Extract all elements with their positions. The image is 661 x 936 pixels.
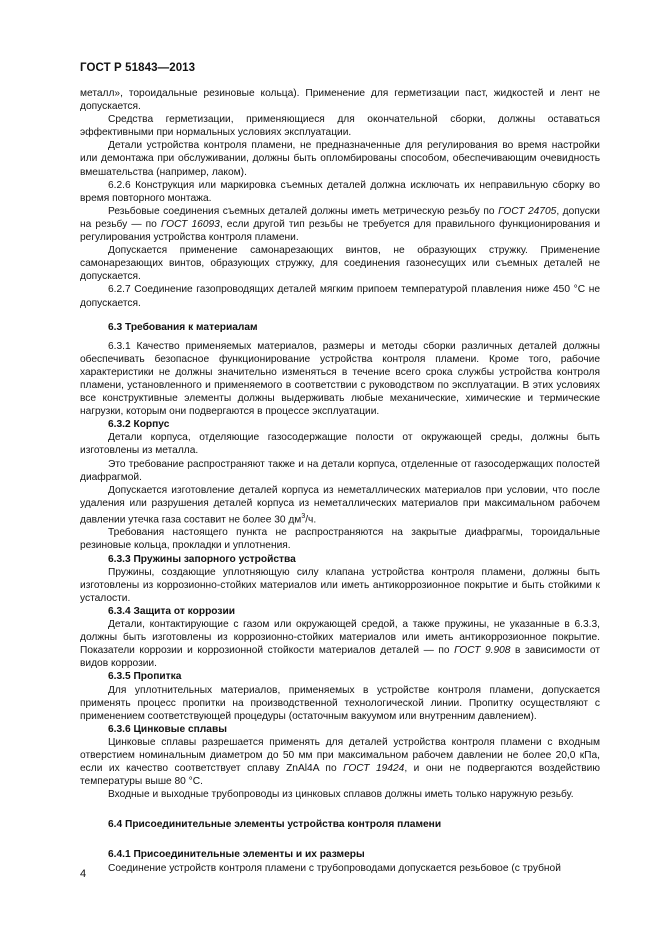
paragraph-6-3-1: 6.3.1 Качество применяемых материалов, размеры и методы сборки различных деталей должны обеспечивать безопасное функционирование устройства контроля пламени. Кроме того, рабочие характеристики не должны значительно изменяться в течение всего срока службы устройства контроля пламени, установленного и применяемого в соответствии с руководством по эксплуатации. В этих условиях все конструктивные элементы должны выдерживать любые механические, химические и термические нагрузки, которым они подвергаются в процессе эксплуатации. (80, 340, 600, 418)
heading-6-4: 6.4 Присоединительные элементы устройства контроля пламени (108, 819, 442, 831)
heading-6-4-1: 6.4.1 Присоединительные элементы и их размеры (108, 849, 365, 861)
gost-16093-ref: ГОСТ 16093 (160, 218, 220, 230)
paragraph-6-3-6-c: Входные и выходные трубопроводы из цинковых сплавов должны иметь только наружную резьбу. (108, 789, 574, 801)
heading-6-3: 6.3 Требования к материалам (108, 321, 258, 333)
paragraph-thread: Резьбовые соединения съемных деталей должны иметь метрическую резьбу по ГОСТ 24705, допуски на резьбу — по ГОСТ 16093, если другой тип резьбы не требуется для правильного функционирования и регулирования устройства контроля пламени. (80, 205, 601, 244)
heading-6-3-2: 6.3.2 Корпус (108, 419, 170, 431)
paragraph-6-3-2-d: Требования настоящего пункта не распространяются на закрытые диафрагмы, тороидальные резиновые кольца, прокладки и уплотнения. (80, 527, 600, 552)
paragraph-continuation: металл», тороидальные резиновые кольца). Применение для герметизации паст, жидкостей и лент не допускается. (80, 88, 600, 113)
paragraph-sealing: Средства герметизации, применяющиеся для окончательной сборки, должны оставаться эффективными при нормальных условиях эксплуатации. (80, 114, 600, 139)
paragraph-6-4-1: Соединение устройств контроля пламени с трубопроводами допускается резьбовое (с трубной (108, 862, 561, 874)
paragraph-sealed-parts: Детали устройства контроля пламени, не предназначенные для регулирования во время настройки или демонтажа при обслуживании, должны быть опломбированы способом, обеспечивающим очевидность вмешательства (например, лаком). (80, 140, 600, 178)
document-body (80, 87, 600, 875)
paragraph-6-3-6-a: Цинковые сплавы разрешается применять для деталей устройства контроля пламени с входным отверстием номинальным диаметром до 50 мм при максимальном рабочем давлении не более 20,0 кПа, если их качество соответствует сплаву ZnAl4A по ГОСТ 19424, и они не подвергаются воздействию температуры выше 80 °С. (80, 736, 600, 788)
heading-6-3-5: 6.3.5 Пропитка (108, 671, 182, 683)
paragraph-6-3-4: Детали, контактирующие с газом или окружающей средой, а также пружины, не указанные в 6.3.3, должны быть изготовлены из коррозионно-стойких материалов или иметь антикоррозионное покрытие. Показатели коррозии и коррозионной стойкости материалов деталей — по ГОСТ 9.908 в зависимости от видов коррозии. (80, 619, 600, 670)
paragraph-screws: Допускается применение самонарезающих винтов, не образующих стружку. Применение самонарезающих винтов, образующих стружку, для соединения газонесущих или съемных деталей не допускается. (80, 245, 600, 283)
heading-6-3-3: 6.3.3 Пружины запорного устройства (108, 553, 296, 565)
heading-6-3-6: 6.3.6 Цинковые сплавы (108, 723, 227, 735)
paragraph-6-3-2-a: Детали корпуса, отделяющие газосодержащие полости от окружающей среды, должны быть изготовлены из металла. (80, 432, 600, 457)
paragraph-6-3-5: Для уплотнительных материалов, применяемых в устройстве контроля пламени, допускается применять процесс пропитки на производственной технологической линии. Пропитку осуществляют с применением соответствующей процедуры (остаточным вакуумом или внутренним давлением). (80, 684, 600, 722)
paragraph-6-2-6: 6.2.6 Конструкция или маркировка съемных деталей должна исключать их неправильную сборку во время повторного монтажа. (80, 179, 600, 204)
document-code: ГОСТ Р 51843—2013 (80, 62, 196, 74)
gost-19424-ref: ГОСТ 19424 (343, 763, 405, 775)
gost-9-908-ref: ГОСТ 9.908 (454, 645, 511, 657)
paragraph-6-3-3: Пружины, создающие уплотняющую силу клапана устройства контроля пламени, должны быть изготовлены из коррозионно-стойких материалов или иметь антикоррозионное покрытие и быть стойкими к усталости. (80, 566, 600, 604)
paragraph-6-3-2-b: Это требование распространяют также и на детали корпуса, отделенные от газосодержащих полостей диафрагмой. (80, 458, 600, 483)
paragraph-6-2-7: 6.2.7 Соединение газопроводящих деталей мягким припоем температурой плавления ниже 450 °С не допускается. (80, 284, 600, 309)
heading-6-3-4: 6.3.4 Защита от коррозии (108, 605, 235, 617)
gost-24705-ref: ГОСТ 24705 (498, 205, 557, 217)
paragraph-6-3-2-c: Допускается изготовление деталей корпуса из неметаллических материалов при условии, что после удаления или разрушения деталей корпуса из неметаллических материалов при максимальном рабочем давлении утечка газа составит не более 30 $дм^3/ч$. (80, 484, 600, 526)
page-number: 4 (80, 868, 87, 880)
